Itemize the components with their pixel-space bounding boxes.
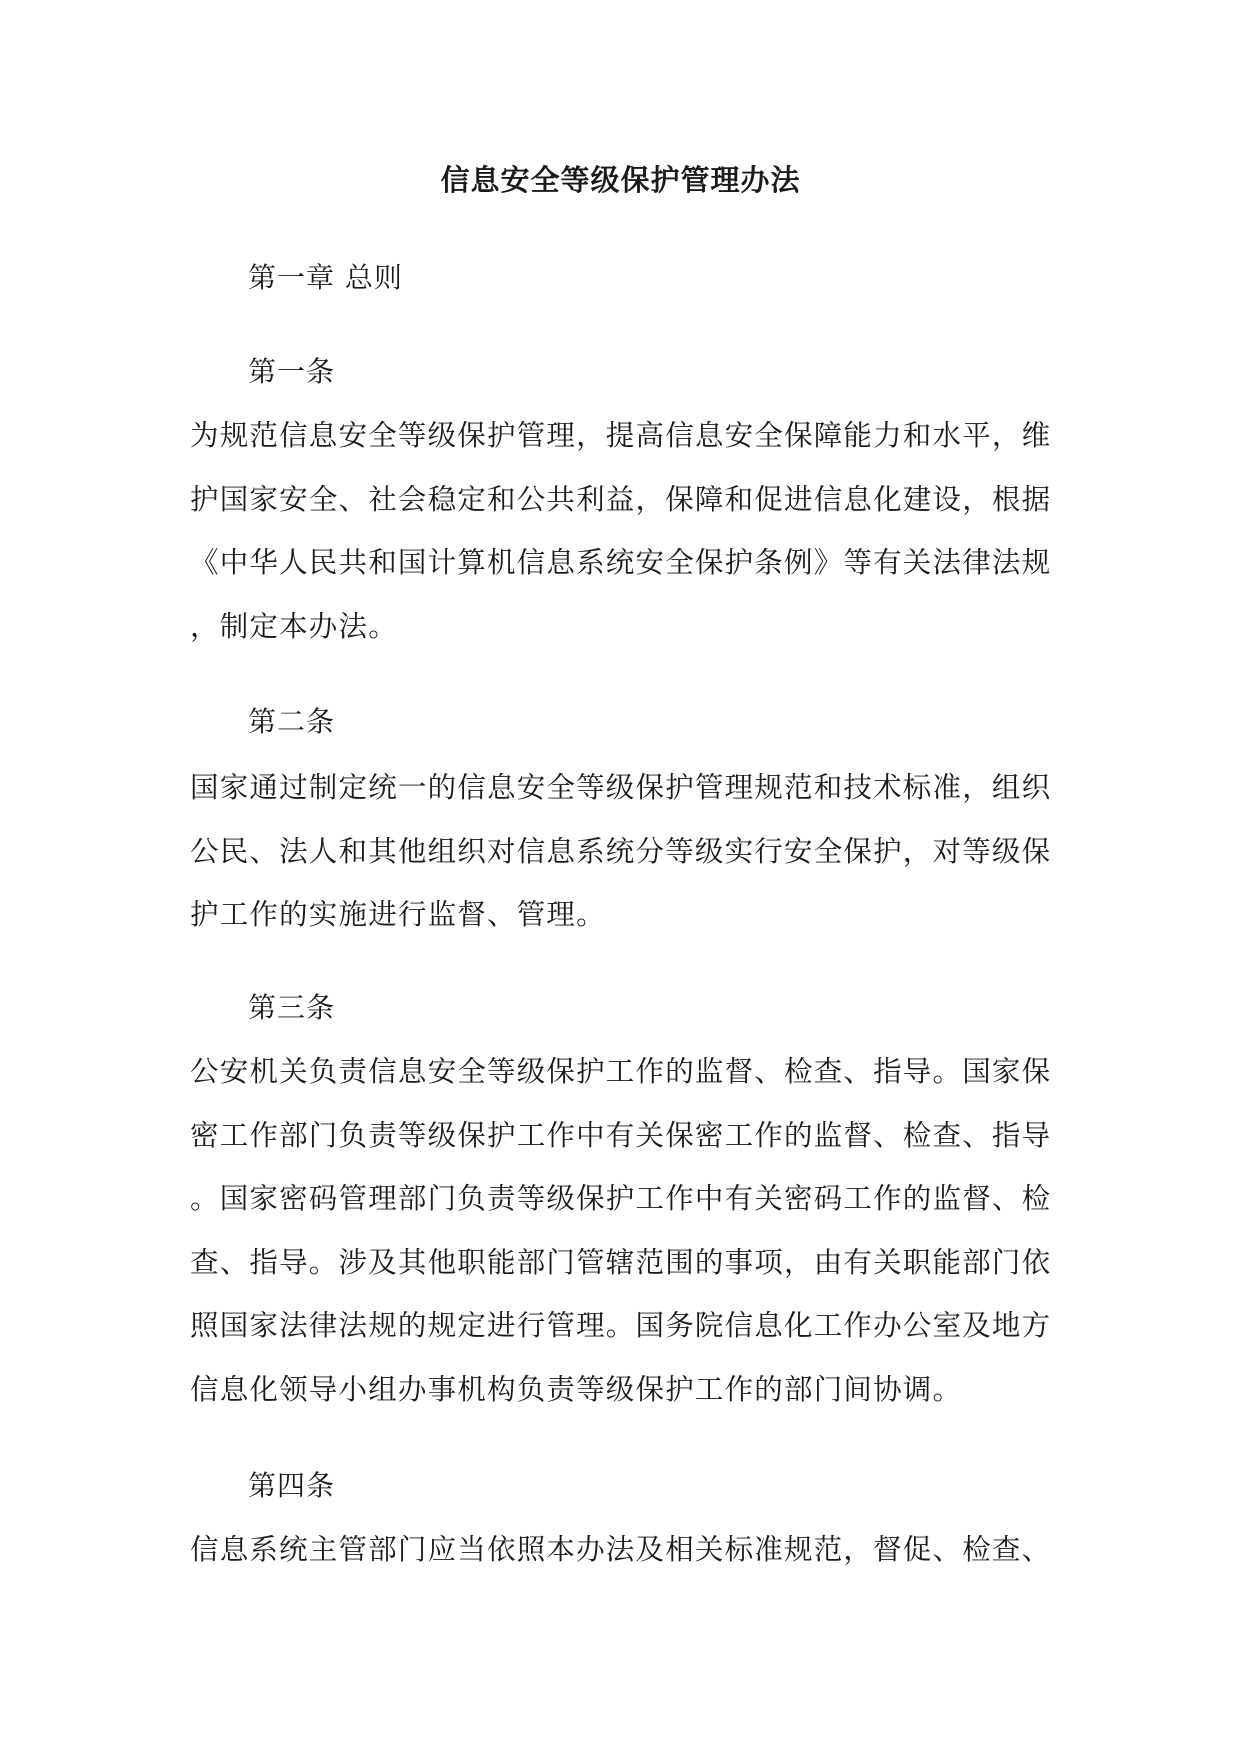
article-3-line: 查、指导。涉及其他职能部门管辖范围的事项，由有关职能部门依: [190, 1245, 1052, 1279]
chapter-heading: 第一章 总则: [248, 261, 403, 294]
article-2-line: 护工作的实施进行监督、管理。: [190, 898, 606, 931]
article-3-line: 信息化领导小组办事机构负责等级保护工作的部门间协调。: [190, 1372, 963, 1406]
article-3-heading: 第三条: [248, 991, 336, 1024]
article-4-heading: 第四条: [248, 1469, 336, 1502]
article-1-line: ，制定本办法。: [190, 609, 398, 643]
article-2-line: 国家通过制定统一的信息安全等级保护管理规范和技术标准，组织: [190, 771, 1052, 804]
article-3-body: [190, 1040, 1052, 1421]
article-3-line: 。国家密码管理部门负责等级保护工作中有关密码工作的监督、检: [190, 1182, 1052, 1215]
article-1-heading: 第一条: [248, 355, 336, 388]
article-2-body: [190, 756, 1052, 947]
article-2-line: 公民、法人和其他组织对信息系统分等级实行安全保护，对等级保: [190, 834, 1052, 868]
article-3-line: 照国家法律法规的规定进行管理。国务院信息化工作办公室及地方: [190, 1309, 1052, 1342]
article-2-heading: 第二条: [248, 705, 336, 738]
article-3-line: 密工作部门负责等级保护工作中有关保密工作的监督、检查、指导: [190, 1118, 1052, 1152]
article-4-body: [190, 1518, 1052, 1582]
article-3-line: 公安机关负责信息安全等级保护工作的监督、检查、指导。国家保: [190, 1055, 1052, 1088]
article-1-line: 《中华人民共和国计算机信息系统安全保护条例》等有关法律法规: [190, 546, 1052, 579]
article-4-line: 信息系统主管部门应当依照本办法及相关标准规范，督促、检查、: [190, 1533, 1052, 1566]
article-1-line: 为规范信息安全等级保护管理，提高信息安全保障能力和水平，维: [190, 419, 1052, 452]
document-title: 信息安全等级保护管理办法: [440, 163, 801, 197]
article-1-line: 护国家安全、社会稳定和公共利益，保障和促进信息化建设，根据: [190, 482, 1052, 516]
article-1-body: [190, 404, 1052, 658]
